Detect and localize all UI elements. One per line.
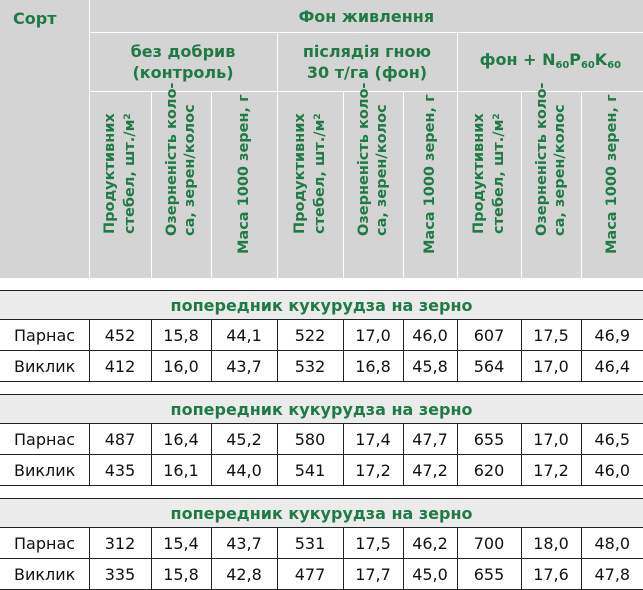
table-cell: 17,2 (343, 455, 403, 486)
table-cell: 17,0 (521, 351, 581, 382)
table-row (0, 424, 643, 455)
npk-p-sub: 60 (580, 59, 595, 71)
column-header-stems-text (101, 64, 139, 234)
column-header-text-part: са, зерен/колос (374, 104, 390, 236)
table-cell: 16,0 (151, 351, 211, 382)
table-cell: 564 (457, 351, 521, 382)
table-row (0, 559, 643, 590)
group-control-line1: без добрив (130, 42, 236, 61)
table-cell: 312 (89, 528, 151, 559)
column-header-grain (151, 82, 211, 279)
row-variety-name: Парнас (0, 424, 89, 455)
column-header-mass (403, 92, 457, 279)
table-cell: 43,7 (211, 528, 277, 559)
group-npk-text: фон + N (479, 49, 556, 69)
table-cell: 452 (89, 320, 151, 351)
table-row (0, 320, 643, 351)
npk-n-sub: 60 (555, 59, 570, 71)
table-cell: 47,8 (581, 559, 643, 590)
table-cell: 435 (89, 455, 151, 486)
npk-k: K (594, 49, 608, 69)
column-header-stems (457, 92, 521, 279)
column-header-text-part: 2 (312, 112, 323, 120)
table-title: Фон живлення (89, 0, 643, 33)
table-cell: 620 (457, 455, 521, 486)
column-header-grain-text (533, 66, 569, 236)
table-cell: 532 (277, 351, 343, 382)
table-cell: 46,0 (581, 455, 643, 486)
table-cell: 335 (89, 559, 151, 590)
column-header-stems-text (291, 64, 329, 234)
table-cell: 43,7 (211, 351, 277, 382)
column-header-text-part: Маса 1000 зерен, г (604, 94, 621, 254)
table-cell: 17,5 (343, 528, 403, 559)
table-cell: 44,1 (211, 320, 277, 351)
table-cell: 17,4 (343, 424, 403, 455)
column-header-grain (521, 82, 581, 279)
column-header-text-part: Продуктивних (470, 112, 487, 234)
column-header-stems (89, 92, 151, 279)
column-header-text-part: са, зерен/колос (182, 104, 198, 236)
table-cell: 16,4 (151, 424, 211, 455)
column-header-text-part: 2 (491, 112, 502, 120)
spacer-cell (0, 382, 643, 395)
table-cell: 412 (89, 351, 151, 382)
section-label: попередник кукурудза на зерно (0, 291, 643, 320)
table-row (0, 351, 643, 382)
column-header-stems (277, 92, 343, 279)
group-manure-line1: післядія гною (302, 42, 432, 61)
column-header-mass-text (235, 84, 253, 254)
npk-p: P (569, 49, 581, 69)
table-cell: 15,8 (151, 320, 211, 351)
table-cell: 531 (277, 528, 343, 559)
row-variety-name: Парнас (0, 320, 89, 351)
column-header-text-part: стебел, шт./м (122, 119, 139, 234)
column-header-grain-text (163, 66, 199, 236)
rotated-header-row (0, 92, 643, 279)
table-cell: 487 (89, 424, 151, 455)
row-variety-name: Виклик (0, 559, 89, 590)
table-cell: 15,4 (151, 528, 211, 559)
table-cell: 655 (457, 424, 521, 455)
npk-k-sub: 60 (607, 59, 621, 71)
table-cell: 46,4 (581, 351, 643, 382)
column-header-text-part: 2 (122, 112, 133, 120)
table-cell: 46,9 (581, 320, 643, 351)
section-spacer (0, 382, 643, 395)
column-header-mass-text (603, 84, 621, 254)
section-label: попередник кукурудза на зерно (0, 395, 643, 424)
table-row (0, 528, 643, 559)
table-cell: 16,8 (343, 351, 403, 382)
table-cell: 477 (277, 559, 343, 590)
table-cell: 17,0 (343, 320, 403, 351)
table-cell: 15,8 (151, 559, 211, 590)
column-header-grain-text (355, 66, 391, 236)
group-control-line2: (контроль) (132, 63, 234, 82)
column-header-stems-text (470, 64, 508, 234)
row-variety-name: Виклик (0, 455, 89, 486)
table-cell: 42,8 (211, 559, 277, 590)
table-cell: 607 (457, 320, 521, 351)
table-cell: 18,0 (521, 528, 581, 559)
table-cell: 44,0 (211, 455, 277, 486)
column-header-text-part: Маса 1000 зерен, г (422, 94, 438, 254)
column-header-text-part: Озерненість коло- (534, 82, 550, 236)
section-header-row (0, 499, 643, 528)
column-header-text-part: Озерненість коло- (164, 82, 180, 236)
group-manure-line2: 30 т/га (фон) (306, 63, 428, 82)
table-cell: 48,0 (581, 528, 643, 559)
table-cell: 700 (457, 528, 521, 559)
table-cell: 45,0 (403, 559, 457, 590)
column-header-grain (343, 82, 403, 279)
table-body (0, 278, 643, 590)
column-header-text-part: Маса 1000 зерен, г (236, 94, 252, 254)
column-header-mass-text (421, 84, 439, 254)
section-header-row (0, 291, 643, 320)
table-cell: 580 (277, 424, 343, 455)
table-cell: 45,8 (403, 351, 457, 382)
section-spacer (0, 278, 643, 291)
spacer-cell (0, 486, 643, 499)
column-header-sort: Сорт (0, 0, 89, 278)
table-cell: 17,5 (521, 320, 581, 351)
table-cell: 522 (277, 320, 343, 351)
table-cell: 16,1 (151, 455, 211, 486)
column-header-text-part: стебел, шт./м (491, 119, 508, 234)
table-cell: 655 (457, 559, 521, 590)
table-cell: 46,0 (403, 320, 457, 351)
section-header-row (0, 395, 643, 424)
table-cell: 541 (277, 455, 343, 486)
section-label: попередник кукурудза на зерно (0, 499, 643, 528)
table-cell: 17,6 (521, 559, 581, 590)
column-header-text-part: Продуктивних (101, 112, 118, 234)
table-cell: 17,2 (521, 455, 581, 486)
column-header-text-part: Продуктивних (291, 112, 308, 234)
section-spacer (0, 486, 643, 499)
table-cell: 46,2 (403, 528, 457, 559)
column-header-text-part: са, зерен/колос (552, 104, 568, 236)
row-variety-name: Парнас (0, 528, 89, 559)
column-header-text-part: стебел, шт./м (312, 119, 329, 234)
column-header-mass (211, 92, 277, 279)
table-cell: 17,0 (521, 424, 581, 455)
table-cell: 17,7 (343, 559, 403, 590)
spacer-cell (0, 278, 643, 291)
row-variety-name: Виклик (0, 351, 89, 382)
table-cell: 46,5 (581, 424, 643, 455)
table-cell: 45,2 (211, 424, 277, 455)
column-header-text-part: Озерненість коло- (356, 82, 372, 236)
table-row (0, 455, 643, 486)
table-cell: 47,7 (403, 424, 457, 455)
table-cell: 47,2 (403, 455, 457, 486)
column-header-mass (581, 92, 643, 279)
